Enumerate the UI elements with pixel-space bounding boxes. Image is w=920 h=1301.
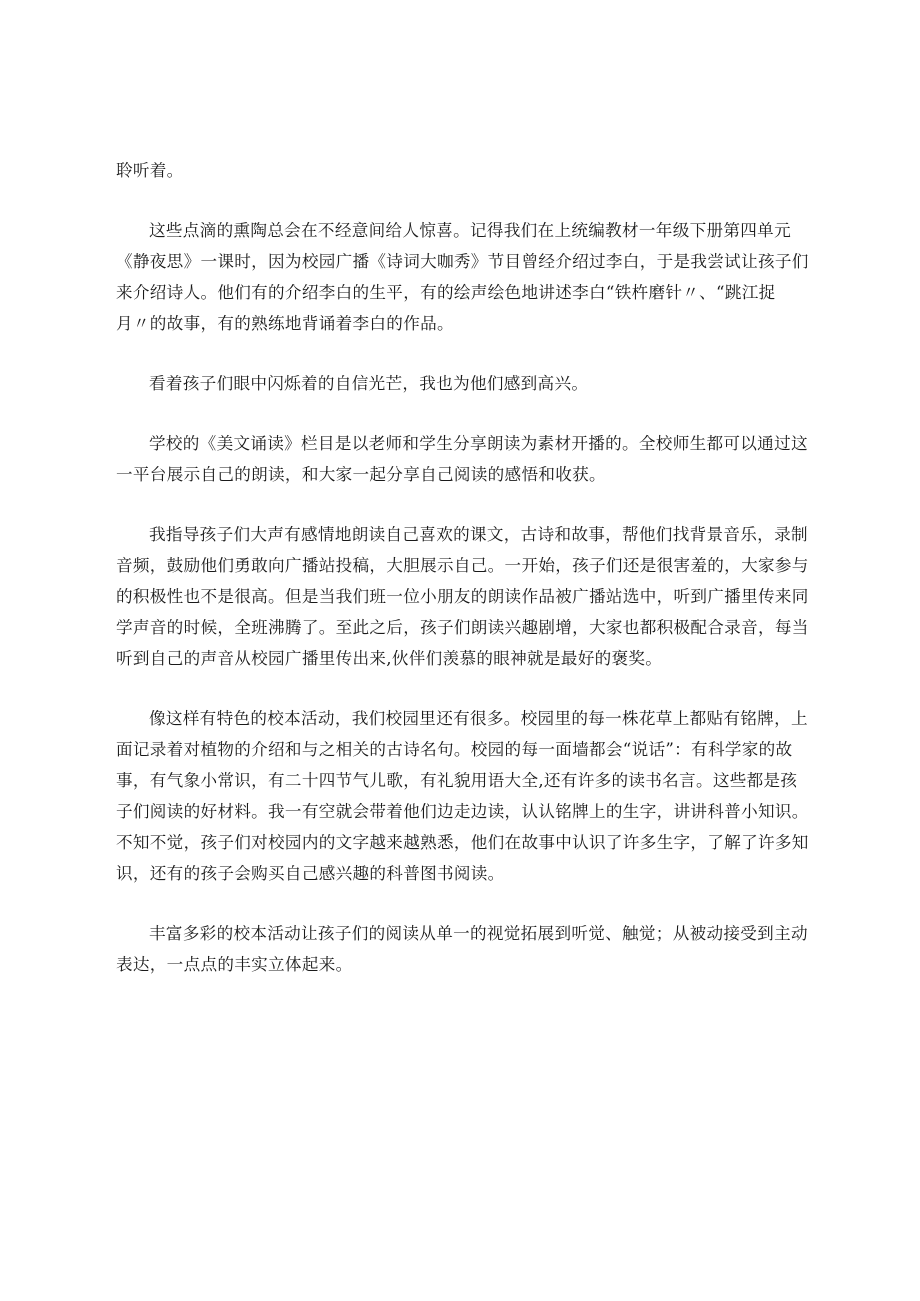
paragraph-line: 表达，一点点的丰实立体起来。 <box>116 955 353 974</box>
paragraph-line: 月〃的故事，有的熟练地背诵着李白的作品。 <box>116 314 454 333</box>
paragraph-campus-activities <box>116 703 822 889</box>
paragraph-conclusion <box>116 918 822 980</box>
paragraph-line: 看着孩子们眼中闪烁着的自信光芒，我也为他们感到高兴。 <box>149 374 589 393</box>
paragraph-line: 子们阅读的好材料。我一有空就会带着他们边走边读，认认铭牌上的生字，讲讲科普小知识。 <box>116 802 809 821</box>
paragraph-confidence <box>116 368 822 399</box>
paragraph-line: 面记录着对植物的介绍和与之相关的古诗名句。校园的每一面墙都会“说话”：有科学家的故 <box>116 740 793 759</box>
paragraph-jingyesi-lesson <box>116 215 822 339</box>
paragraph-line: 事，有气象小常识，有二十四节气儿歌，有礼貌用语大全,还有许多的读书名言。这些都是孩 <box>116 771 798 790</box>
paragraph-line: 一平台展示自己的朗读，和大家一起分享自己阅读的感悟和收获。 <box>116 465 606 484</box>
paragraph-line: 学校的《美文诵读》栏目是以老师和学生分享朗读为素材开播的。全校师生都可以通过这 <box>149 434 808 453</box>
paragraph-line: 的积极性也不是很高。但是当我们班一位小朋友的朗读作品被广播站选中，听到广播里传来同 <box>116 587 809 606</box>
paragraph-line: 识，还有的孩子会购买自己感兴趣的科普图书阅读。 <box>116 864 505 883</box>
paragraph-line: 聆听着。 <box>116 161 184 180</box>
paragraph-line: 《静夜思》一课时，因为校园广播《诗词大咖秀》节目曾经介绍过李白，于是我尝试让孩子们 <box>116 252 809 271</box>
document-page <box>116 155 822 1009</box>
paragraph-line: 听到自己的声音从校园广播里传出来,伙伴们羡慕的眼神就是最好的褒奖。 <box>116 649 663 668</box>
paragraph-line: 不知不觉，孩子们对校园内的文字越来越熟悉，他们在故事中认识了许多生字，了解了许多知 <box>116 833 809 852</box>
paragraph-line: 我指导孩子们大声有感情地朗读自己喜欢的课文，古诗和故事，帮他们找背景音乐，录制 <box>149 525 808 544</box>
paragraph-continuation <box>116 155 822 186</box>
paragraph-meiwen-songdu <box>116 428 822 490</box>
paragraph-line: 这些点滴的熏陶总会在不经意间给人惊喜。记得我们在上统编教材一年级下册第四单元 <box>149 221 791 240</box>
paragraph-line: 丰富多彩的校本活动让孩子们的阅读从单一的视觉拓展到听觉、触觉；从被动接受到主动 <box>149 924 808 943</box>
paragraph-line: 学声音的时候，全班沸腾了。至此之后，孩子们朗读兴趣剧增，大家也都积极配合录音，每当 <box>116 618 809 637</box>
paragraph-line: 像这样有特色的校本活动，我们校园里还有很多。校园里的每一株花草上都贴有铭牌，上 <box>149 709 808 728</box>
paragraph-line: 音频，鼓励他们勇敢向广播站投稿，大胆展示自己。一开始，孩子们还是很害羞的，大家参与 <box>116 556 809 575</box>
paragraph-line: 来介绍诗人。他们有的介绍李白的生平，有的绘声绘色地讲述李白“铁杵磨针〃、“跳江捉 <box>116 283 776 302</box>
paragraph-reading-guidance <box>116 519 822 674</box>
